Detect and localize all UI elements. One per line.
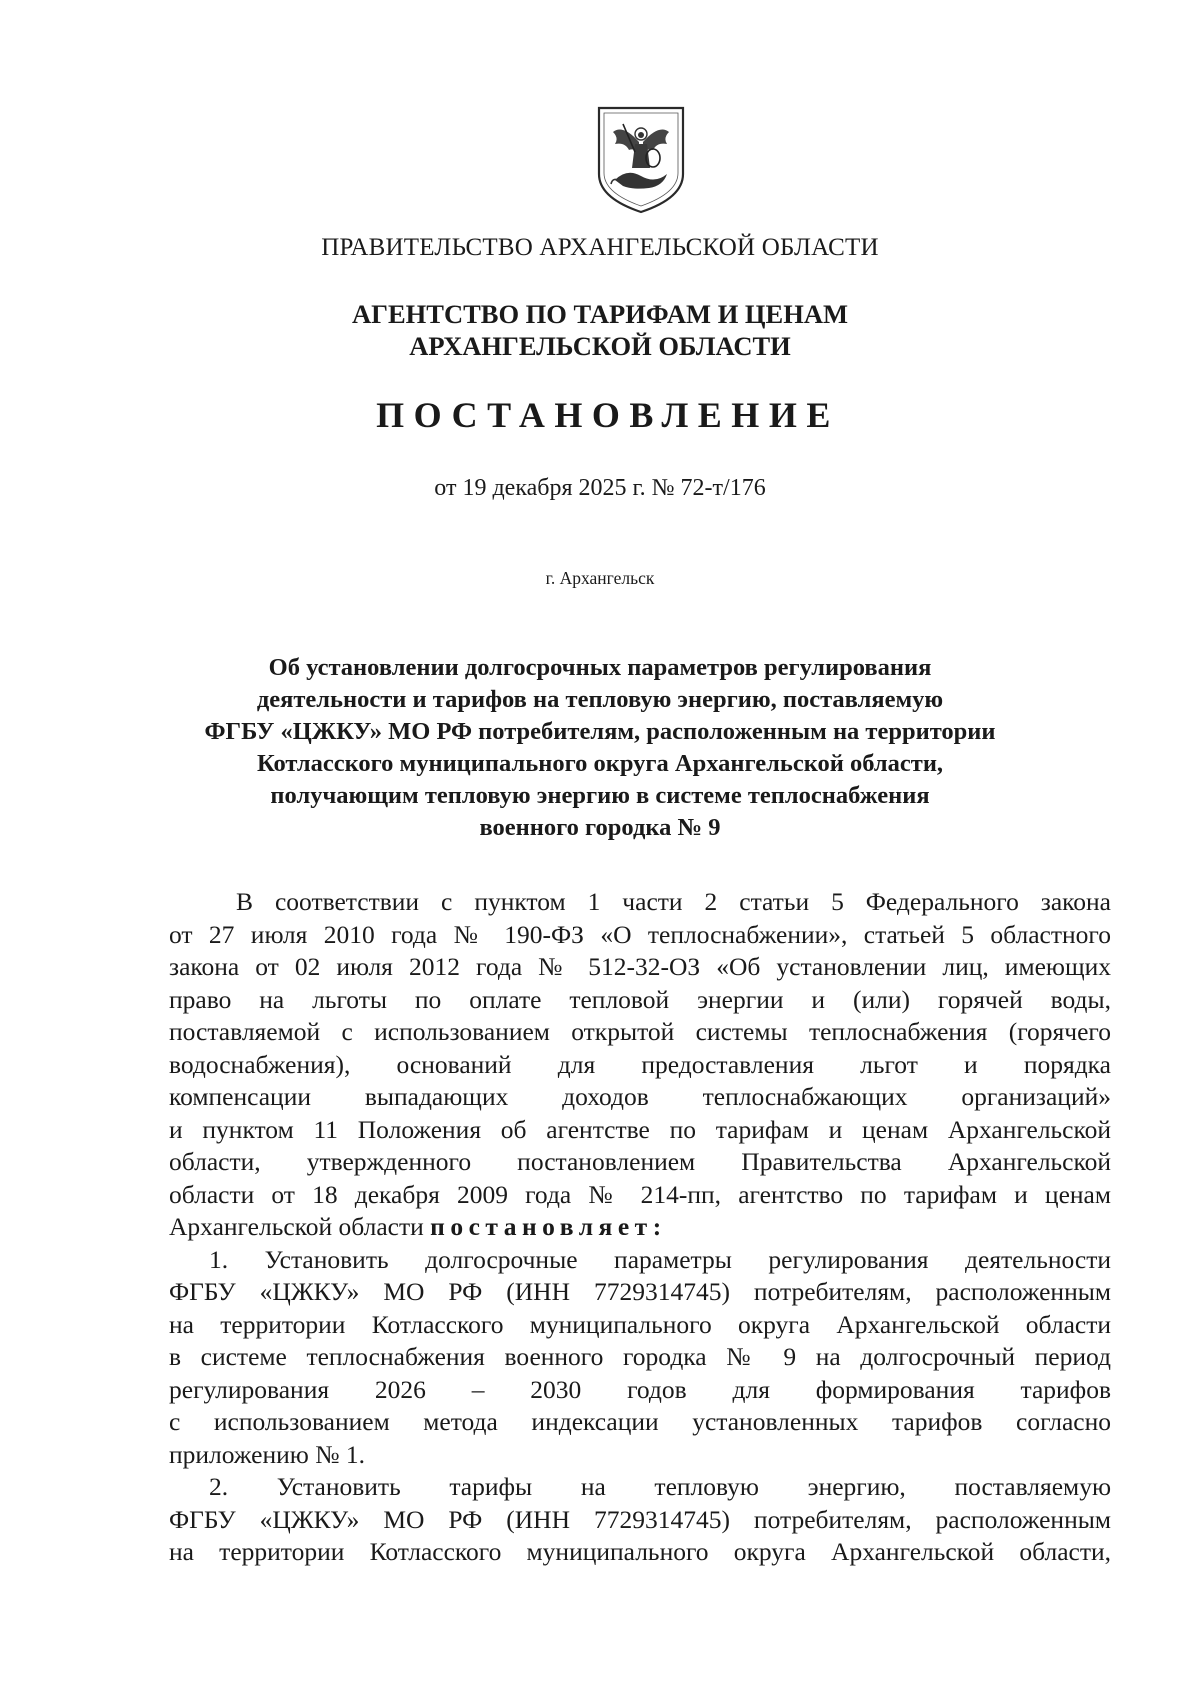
subject-line: получающим тепловую энергию в системе теплоснабжения (270, 782, 930, 809)
agency-title (0, 298, 1200, 362)
body-line: области, утвержденного постановлением Правительства Архангельской (169, 1147, 1111, 1176)
subject-line: военного городка № 9 (479, 814, 721, 841)
agency-title-line: АГЕНТСТВО ПО ТАРИФАМ И ЦЕНАМ (352, 299, 848, 329)
body-line: в системе теплоснабжения военного городка № 9 на долгосрочный период (169, 1342, 1111, 1371)
body-line: и пунктом 11 Положения об агентстве по тарифам и ценам Архангельской (169, 1114, 1111, 1144)
body-line: В соответствии с пунктом 1 части 2 статьи 5 Федерального закона (236, 887, 1111, 916)
body-line: области от 18 декабря 2009 года № 214-пп, агентство по тарифам и ценам (169, 1179, 1111, 1209)
body-line: на территории Котласского муниципального округа Архангельской области (169, 1309, 1111, 1339)
body-line: с использованием метода индексации установленных тарифов согласно (169, 1407, 1111, 1436)
body-line: водоснабжения), оснований для предоставления льгот и порядка (169, 1049, 1111, 1079)
body-line: ФГБУ «ЦЖКУ» МО РФ (ИНН 7729314745) потребителям, расположенным (169, 1504, 1111, 1534)
body-line: поставляемой с использованием открытой системы теплоснабжения (горячего (169, 1017, 1111, 1046)
body-line-text: Архангельской области (169, 1212, 431, 1241)
body-line: 1. Установить долгосрочные параметры регулирования деятельности (209, 1244, 1111, 1274)
resolves-word: постановляет (430, 1212, 653, 1241)
subject-line: Котласского муниципального округа Архангельской области, (256, 750, 944, 777)
body-line: 2. Установить тарифы на тепловую энергию, поставляемую (209, 1472, 1111, 1501)
agency-title-line: АРХАНГЕЛЬСКОЙ ОБЛАСТИ (409, 331, 791, 361)
body-line: компенсации выпадающих доходов теплоснабжающих организаций» (169, 1082, 1111, 1111)
body-line: на территории Котласского муниципального округа Архангельской области, (169, 1537, 1111, 1566)
body-line-resolves (169, 1211, 1111, 1244)
body-line: от 27 июля 2010 года № 190-ФЗ «О теплоснабжении», статьей 5 областного (169, 919, 1111, 949)
body-line: регулирования 2026 – 2030 годов для формирования тарифов (169, 1374, 1111, 1404)
body-line: приложению № 1. (169, 1439, 366, 1469)
subject-line: ФГБУ «ЦЖКУ» МО РФ потребителям, расположенным на территории (204, 718, 996, 745)
document-type: ПОСТАНОВЛЕНИЕ (376, 395, 840, 435)
subject-line: Об установлении долгосрочных параметров регулирования (268, 654, 932, 681)
body-line: закона от 02 июля 2012 года № 512-32-ОЗ «Об установлении лиц, имеющих (169, 952, 1111, 981)
government-title: ПРАВИТЕЛЬСТВО АРХАНГЕЛЬСКОЙ ОБЛАСТИ (321, 234, 879, 261)
city: г. Архангельск (545, 568, 655, 588)
date-and-number: от 19 декабря 2025 г. № 72-т/176 (434, 475, 766, 501)
subject-line: деятельности и тарифов на тепловую энергию, поставляемую (256, 686, 944, 713)
resolves-colon: : (652, 1212, 662, 1241)
body-line: ФГБУ «ЦЖКУ» МО РФ (ИНН 7729314745) потребителям, расположенным (169, 1277, 1111, 1306)
coat-of-arms-emblem-icon (593, 102, 689, 216)
body-line: право на льготы по оплате тепловой энергии и (или) горячей воды, (169, 984, 1111, 1014)
document-subject (0, 652, 1200, 844)
document-body (169, 886, 1111, 1569)
